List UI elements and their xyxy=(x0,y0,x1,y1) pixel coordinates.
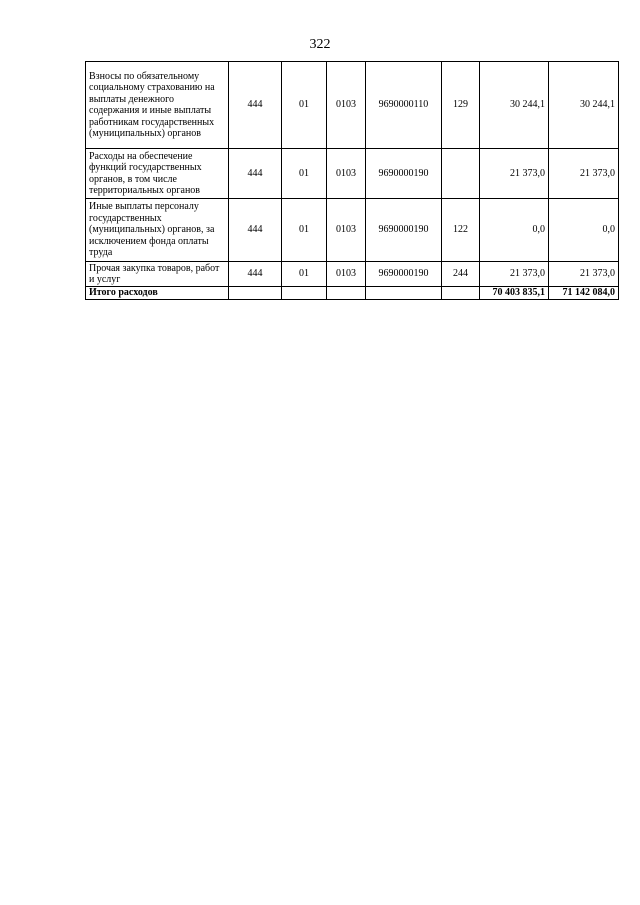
row-vr: 129 xyxy=(442,62,480,149)
total-empty-cell xyxy=(282,287,327,300)
row-csr: 9690000190 xyxy=(366,199,442,262)
row-vr: 244 xyxy=(442,262,480,287)
row-name: Иные выплаты персоналу государственных (муниципальных) органов, за исключением фонда оплаты труда xyxy=(86,199,229,262)
table-row xyxy=(86,62,619,149)
page-number: 322 xyxy=(309,37,331,52)
row-sum-1: 0,0 xyxy=(480,199,549,262)
row-pr: 0103 xyxy=(327,262,366,287)
row-csr: 9690000110 xyxy=(366,62,442,149)
total-label: Итого расходов xyxy=(86,287,229,300)
total-sum-2: 71 142 084,0 xyxy=(549,287,619,300)
row-ved: 444 xyxy=(229,199,282,262)
row-csr: 9690000190 xyxy=(366,149,442,199)
total-empty-cell xyxy=(229,287,282,300)
row-ved: 444 xyxy=(229,149,282,199)
row-name: Расходы на обеспечение функций государственных органов, в том числе территориальных органов xyxy=(86,149,229,199)
row-vr xyxy=(442,149,480,199)
row-rz: 01 xyxy=(282,149,327,199)
row-sum-2: 21 373,0 xyxy=(549,149,619,199)
row-vr: 122 xyxy=(442,199,480,262)
row-pr: 0103 xyxy=(327,62,366,149)
row-sum-1: 21 373,0 xyxy=(480,149,549,199)
budget-table xyxy=(85,61,619,300)
total-empty-cell xyxy=(327,287,366,300)
row-sum-2: 0,0 xyxy=(549,199,619,262)
table-row xyxy=(86,149,619,199)
table-row xyxy=(86,199,619,262)
row-sum-2: 30 244,1 xyxy=(549,62,619,149)
row-name: Взносы по обязательному социальному страхованию на выплаты денежного содержания и иные выплаты работникам государственных (муниципальных) органов xyxy=(86,62,229,149)
row-ved: 444 xyxy=(229,262,282,287)
total-sum-1: 70 403 835,1 xyxy=(480,287,549,300)
row-name: Прочая закупка товаров, работ и услуг xyxy=(86,262,229,287)
total-empty-cell xyxy=(366,287,442,300)
total-empty-cell xyxy=(442,287,480,300)
total-row xyxy=(86,287,619,300)
row-rz: 01 xyxy=(282,62,327,149)
row-pr: 0103 xyxy=(327,199,366,262)
row-sum-1: 30 244,1 xyxy=(480,62,549,149)
row-sum-2: 21 373,0 xyxy=(549,262,619,287)
row-csr: 9690000190 xyxy=(366,262,442,287)
row-rz: 01 xyxy=(282,199,327,262)
row-rz: 01 xyxy=(282,262,327,287)
table-row xyxy=(86,262,619,287)
row-pr: 0103 xyxy=(327,149,366,199)
row-sum-1: 21 373,0 xyxy=(480,262,549,287)
row-ved: 444 xyxy=(229,62,282,149)
